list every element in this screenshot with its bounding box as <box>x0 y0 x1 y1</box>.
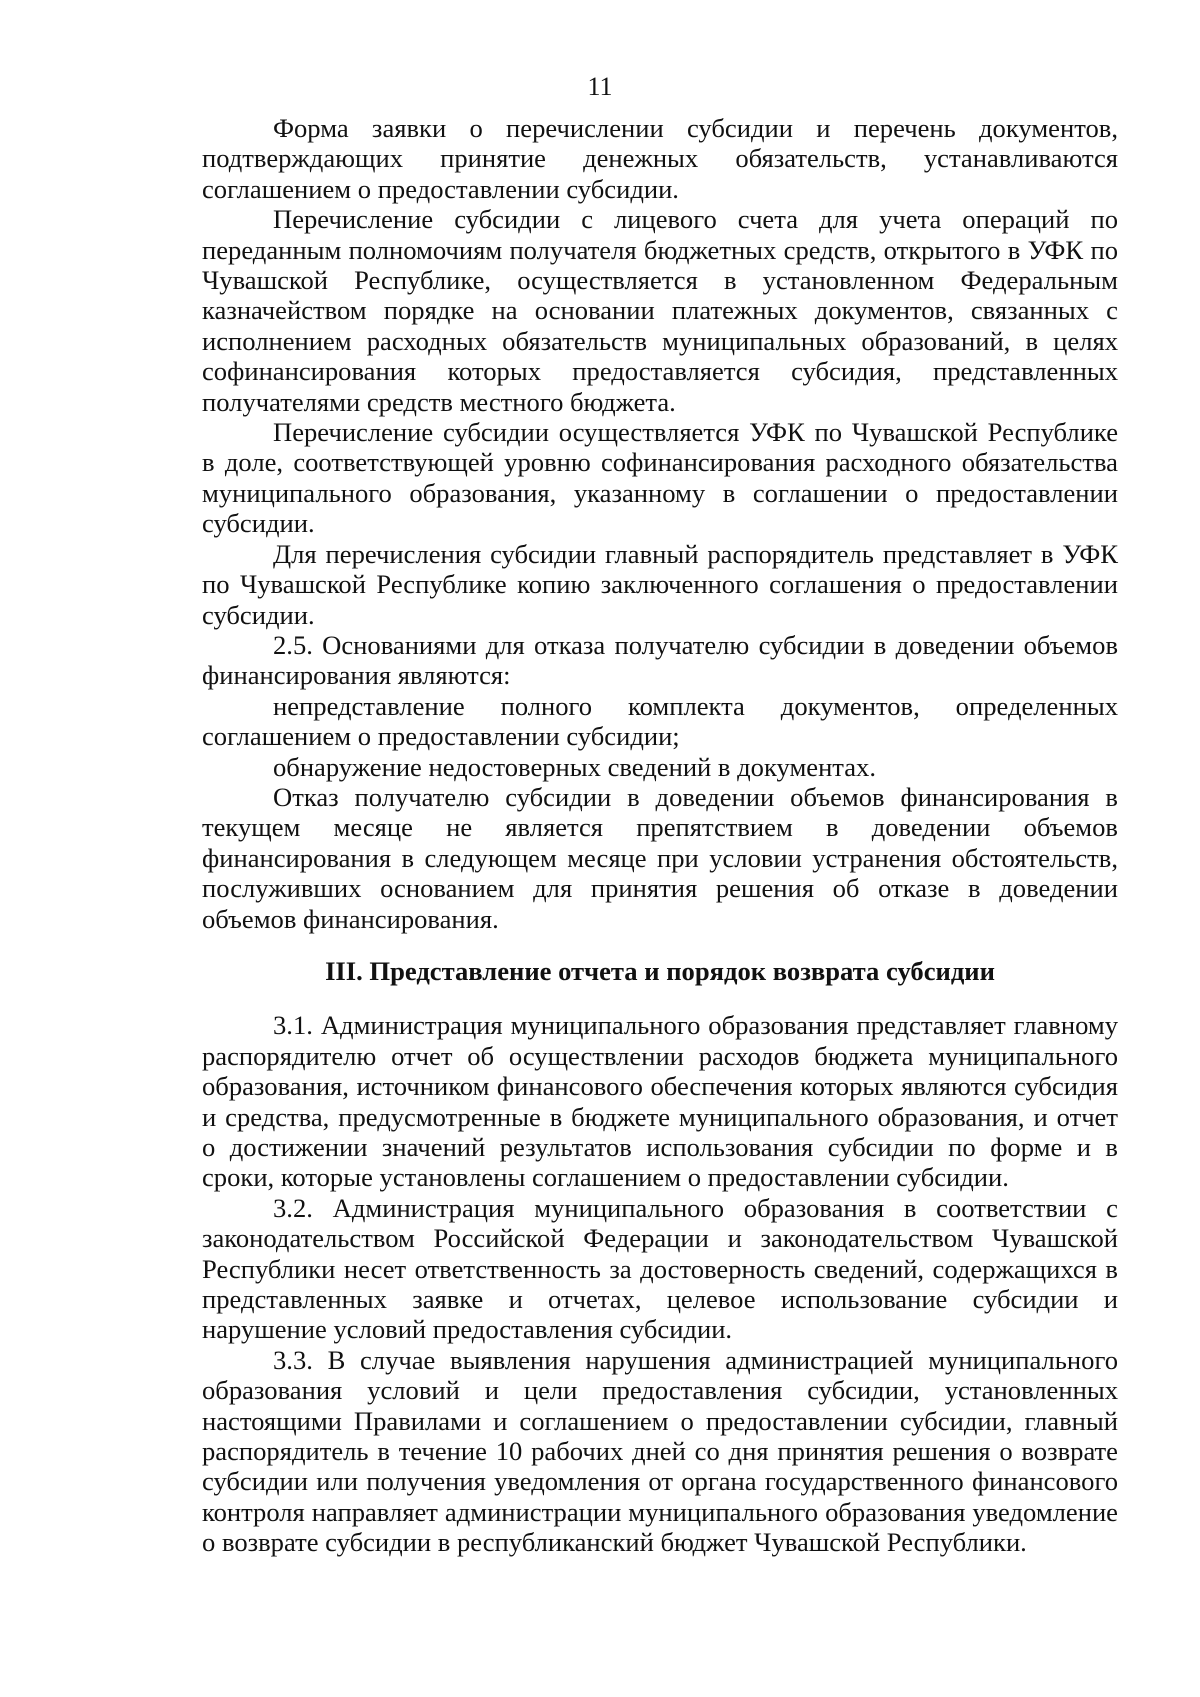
paragraph-transfer-share: Перечисление субсидии осуществляется УФК по Чувашской Республике в доле, соответствующей уровню софинансирования расходного обязательства муниципального образования, указанному в соглашении о предоставлении субсидии. <box>202 417 1118 539</box>
section-heading: III. Представление отчета и порядок возврата субсидии <box>325 955 995 986</box>
paragraph-transfer-procedure: Перечисление субсидии с лицевого счета для учета операций по переданным полномочиям получателя бюджетных средств, открытого в УФК по Чувашской Республике, осуществляется в установленном Федеральным казначейством порядке на основании платежных документов, связанных с исполнением расходных обязательств муниципальных образований, в целях софинансирования которых предоставляется субсидия, представленных получателями средств местного бюджета. <box>202 204 1118 417</box>
paragraph-refusal-grounds: 2.5. Основаниями для отказа получателю субсидии в доведении объемов финансирования являются: <box>202 629 1118 691</box>
paragraph-application-form: Форма заявки о перечислении субсидии и перечень документов, подтверждающих принятие денежных обязательств, устанавливаются соглашением о предоставлении субсидии. <box>202 113 1118 204</box>
paragraph-incomplete-documents: непредставление полного комплекта документов, определенных соглашением о предоставлении субсидии; <box>202 690 1118 752</box>
paragraph-3-3: 3.3. В случае выявления нарушения администрацией муниципального образования условий и цели предоставления субсидии, установленных настоящими Правилами и соглашением о предоставлении субсидии, главный распорядитель в течение 10 рабочих дней со дня принятия решения о возврате субсидии или получения уведомления от органа государственного финансового контроля направляет администрации муниципального образования уведомление о возврате субсидии в республиканский бюджет Чувашской Республики. <box>202 1344 1118 1558</box>
document-body <box>202 113 1118 1558</box>
page-number: 11 <box>587 72 613 101</box>
paragraph-3-2: 3.2. Администрация муниципального образования в соответствии с законодательством Российской Федерации и законодательством Чувашской Республики несет ответственность за достоверность сведений, содержащихся в представленных заявке и отчетах, целевое использование субсидии и нарушение условий предоставления субсидии. <box>202 1192 1118 1345</box>
paragraph-agreement-copy: Для перечисления субсидии главный распорядитель представляет в УФК по Чувашской Республике копию заключенного соглашения о предоставлении субсидии. <box>202 538 1118 630</box>
paragraph-false-information: обнаружение недостоверных сведений в документах. <box>273 751 877 782</box>
paragraph-refusal-not-obstacle: Отказ получателю субсидии в доведении объемов финансирования в текущем месяце не является препятствием в доведении объемов финансирования в следующем месяце при условии устранения обстоятельств, послуживших основанием для принятия решения об отказе в доведении объемов финансирования. <box>202 781 1118 934</box>
paragraph-3-1: 3.1. Администрация муниципального образования представляет главному распорядителю отчет об осуществлении расходов бюджета муниципального образования, источником финансового обеспечения которых являются субсидия и средства, предусмотренные в бюджете муниципального образования, и отчет о достижении значений результатов использования субсидии по форме и в сроки, которые установлены соглашением о предоставлении субсидии. <box>202 1010 1118 1193</box>
